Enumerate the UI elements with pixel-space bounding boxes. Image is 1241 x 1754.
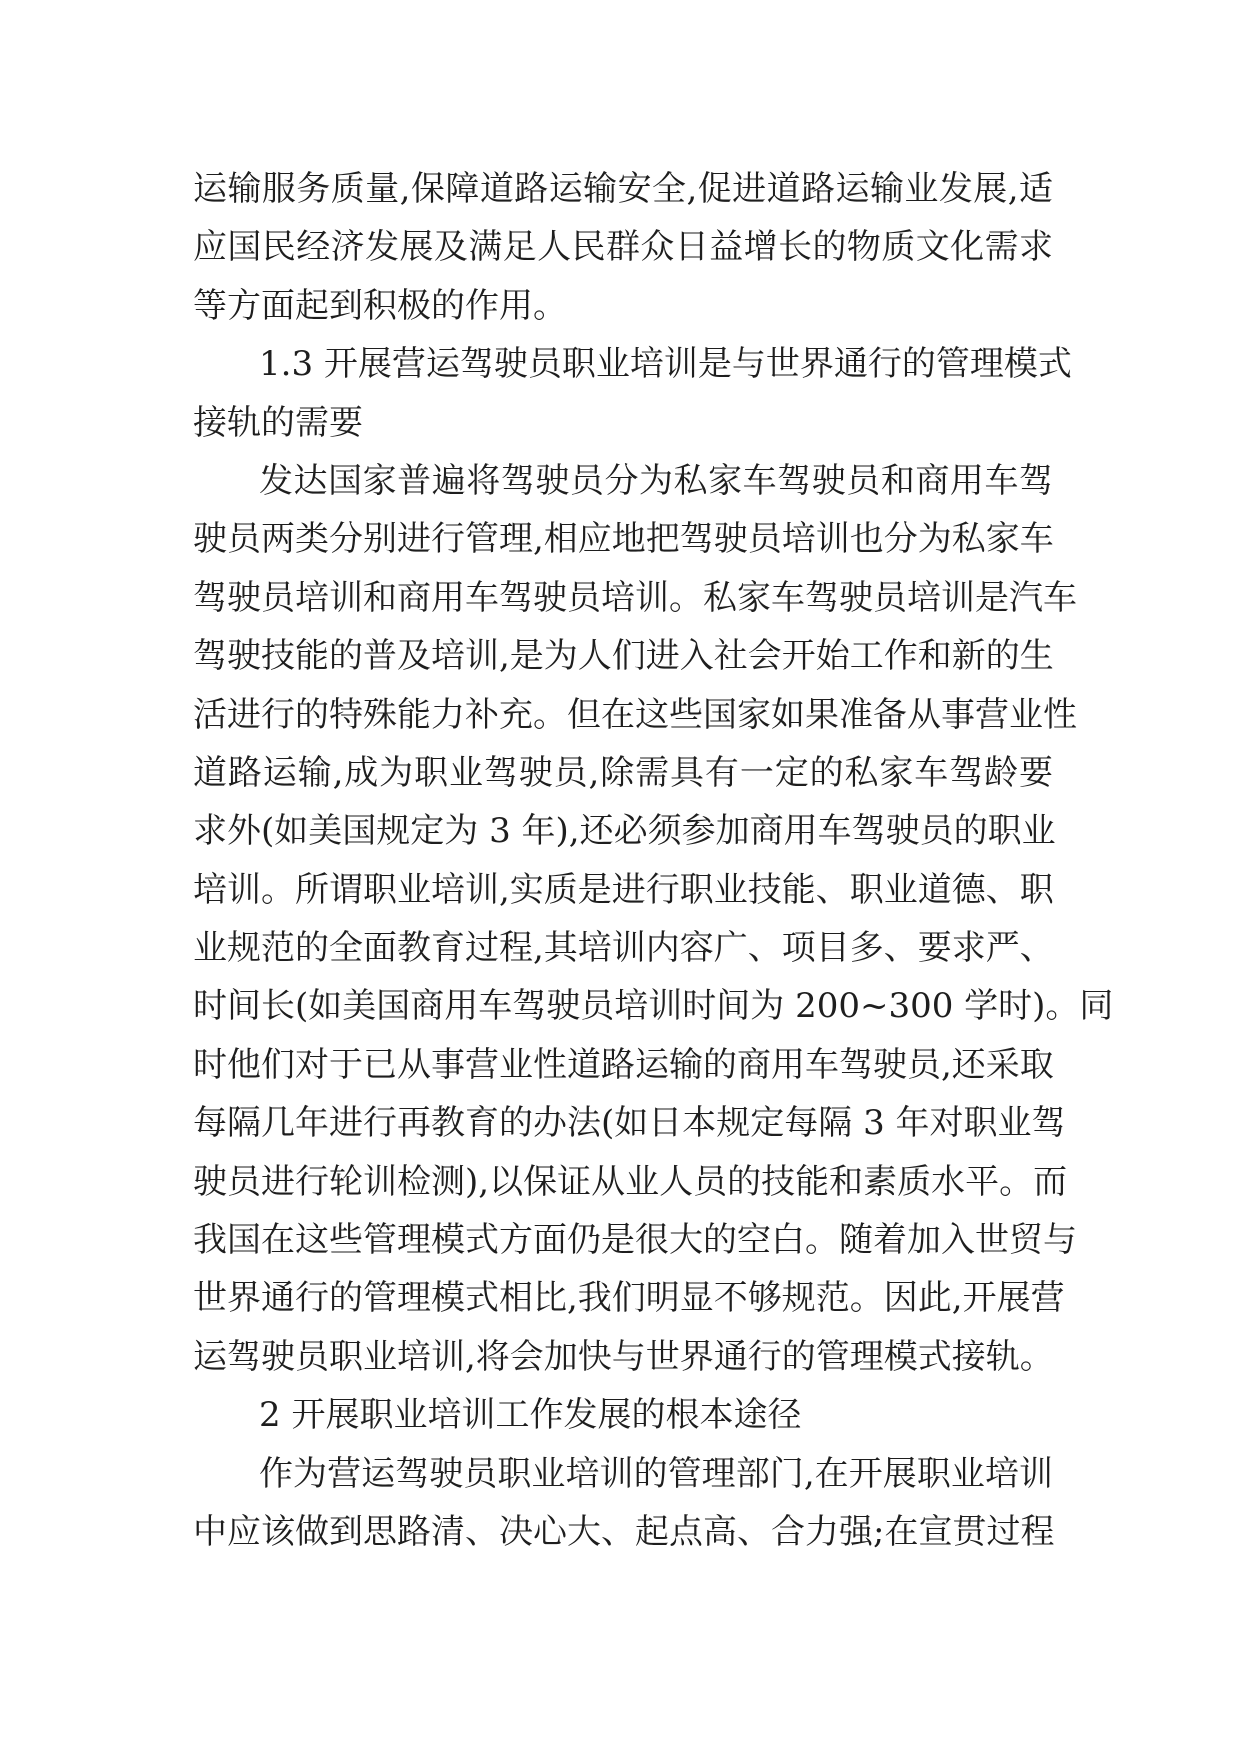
text-line: 驾驶技能的普及培训,是为人们进入社会开始工作和新的生 [193,636,1054,677]
body-text [193,160,1114,1561]
text-line: 业规范的全面教育过程,其培训内容广、项目多、要求严、 [193,928,1054,969]
paragraph-continued [193,160,1053,335]
text-line: 驶员进行轮训检测),以保证从业人员的技能和素质水平。而 [193,1161,1068,1202]
text-line: 中应该做到思路清、决心大、起点高、合力强;在宣贯过程 [193,1511,1055,1552]
text-line: 我国在这些管理模式方面仍是很大的空白。随着加入世贸与 [193,1220,1077,1261]
text-line: 应国民经济发展及满足人民群众日益增长的物质文化需求 [193,227,1053,268]
text-line: 世界通行的管理模式相比,我们明显不够规范。因此,开展营 [193,1278,1065,1319]
paragraph-section-2 [193,1445,1053,1562]
text-line: 活进行的特殊能力补充。但在这些国家如果准备从事营业性 [193,694,1077,735]
text-line: 运驾驶员职业培训,将会加快与世界通行的管理模式接轨。 [193,1336,1054,1377]
heading-line: 2 开展职业培训工作发展的根本途径 [259,1395,802,1436]
section-heading-2 [193,1386,1053,1444]
heading-line: 接轨的需要 [193,402,363,443]
text-line: 求外(如美国规定为 3 年),还必须参加商用车驾驶员的职业 [193,811,1056,852]
text-line: 驶员两类分别进行管理,相应地把驾驶员培训也分为私家车 [193,519,1054,560]
text-line: 每隔几年进行再教育的办法(如日本规定每隔 3 年对职业驾 [193,1103,1066,1144]
text-line: 时他们对于已从事营业性道路运输的商用车驾驶员,还采取 [193,1044,1054,1085]
text-line: 时间长(如美国商用车驾驶员培训时间为 200~300 学时)。同 [193,986,1114,1027]
text-line: 发达国家普遍将驾驶员分为私家车驾驶员和商用车驾 [259,460,1053,501]
section-heading-1-3 [193,335,1072,452]
text-line: 等方面起到积极的作用。 [193,285,567,326]
heading-line: 1.3 开展营运驾驶员职业培训是与世界通行的管理模式 [259,344,1072,385]
text-line: 道路运输,成为职业驾驶员,除需具有一定的私家车驾龄要 [193,752,1053,793]
text-line: 培训。所谓职业培训,实质是进行职业技能、职业道德、职 [193,869,1054,910]
text-line: 作为营运驾驶员职业培训的管理部门,在开展职业培训 [259,1453,1053,1494]
paragraph-section-1-3 [193,452,1114,1386]
text-line: 运输服务质量,保障道路运输安全,促进道路运输业发展,适 [193,169,1053,209]
text-line: 驾驶员培训和商用车驾驶员培训。私家车驾驶员培训是汽车 [193,577,1077,618]
